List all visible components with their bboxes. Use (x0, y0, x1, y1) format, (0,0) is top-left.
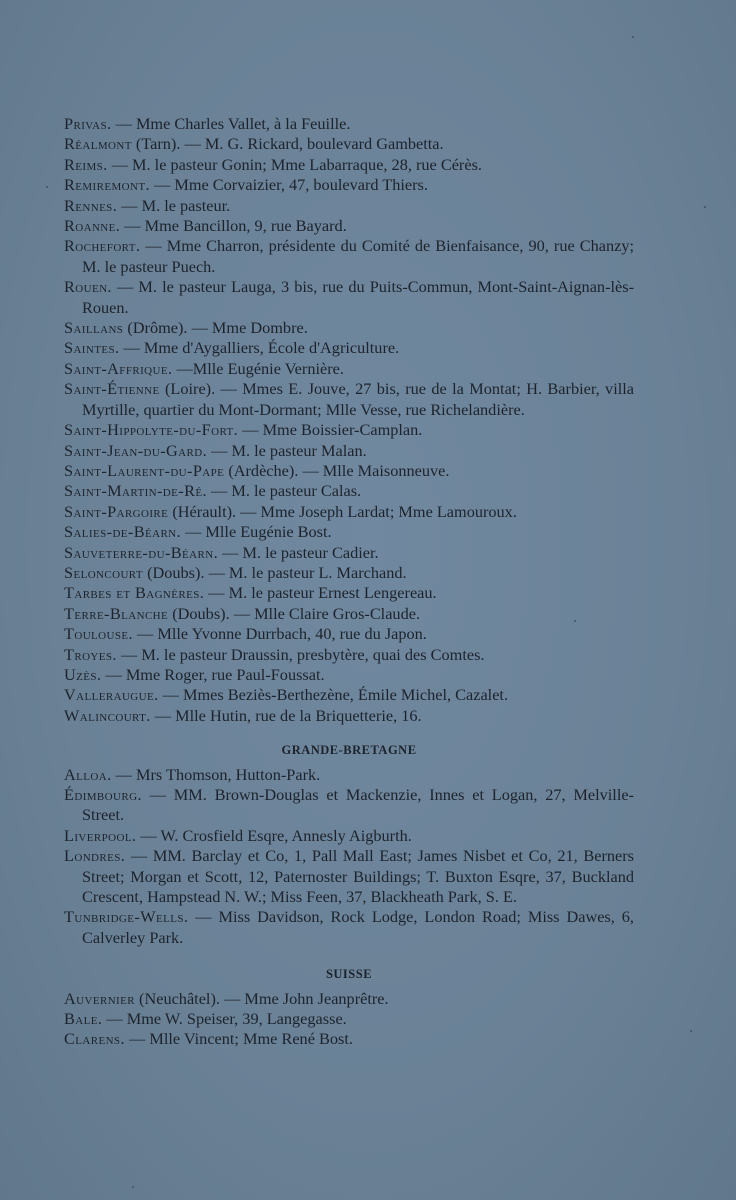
entry (64, 379, 634, 420)
entry-text: (Doubs). — Mlle Claire Gros-Claude. (168, 603, 421, 623)
place-name: Saint-Pargoire (64, 501, 169, 521)
place-name: Sauveterre-du-Béarn. (64, 542, 219, 562)
entry-text: — M. le pasteur Malan. (207, 440, 367, 460)
place-name: Édimbourg. (64, 785, 142, 804)
entry-text: — Mme W. Speiser, 39, Langegasse. (102, 1009, 347, 1029)
place-name: Reims. (64, 154, 108, 174)
entry-text: — M. le pasteur Lauga, 3 bis, rue du Puits-Commun, Mont-Saint-Aignan-lès-Rouen. (82, 277, 634, 317)
entry (64, 1009, 634, 1029)
place-name: Privas. (64, 114, 112, 133)
entry-text: — Mlle Vincent; Mme René Bost. (124, 1029, 353, 1049)
entry (64, 338, 634, 358)
place-name: Alloa. (64, 764, 112, 784)
paper-speck (632, 36, 634, 38)
place-name: Remiremont. (64, 175, 150, 195)
place-name: Saint-Affrique. (64, 358, 173, 378)
place-name: Saint-Jean-du-Gard. (64, 440, 208, 460)
entry-text: — Mme Roger, rue Paul-Foussat. (101, 664, 325, 684)
place-name: Bale. (64, 1009, 103, 1029)
entry-text: (Doubs). — M. le pasteur L. Marchand. (143, 562, 407, 582)
entry-text: — Mlle Yvonne Durrbach, 40, rue du Japon. (132, 624, 427, 644)
paper-speck (690, 1030, 692, 1032)
entry (64, 685, 634, 705)
entry (64, 318, 634, 338)
place-name: Troyes. (64, 644, 117, 664)
entry (64, 441, 634, 461)
directory-text (64, 114, 634, 1050)
place-name: Terre-Blanche (64, 603, 169, 623)
entry (64, 461, 634, 481)
entry (64, 359, 634, 379)
entry-text: — Mlle Eugénie Bost. (181, 522, 332, 542)
entry-text: — Mme d'Aygalliers, École d'Agriculture. (119, 338, 400, 358)
entry-text: — M. le pasteur. (117, 195, 231, 215)
entry (64, 785, 634, 826)
entry-text: — W. Crosfield Esqre, Annesly Aigburth. (136, 825, 412, 845)
place-name: Liverpool. (64, 825, 137, 845)
place-name: Toulouse. (64, 624, 133, 644)
entry-text: — Mme Bancillon, 9, rue Bayard. (120, 216, 347, 236)
entry (64, 543, 634, 563)
place-name: Tunbridge-Wells. (64, 907, 189, 927)
place-name: Seloncourt (64, 562, 144, 582)
entry-text: — M. le pasteur Draussin, presbytère, quai des Comtes. (116, 644, 485, 664)
place-name: Rouen. (64, 277, 112, 297)
entry-text: (Hérault). — Mme Joseph Lardat; Mme Lamouroux. (168, 501, 517, 521)
section-heading-suisse: SUISSE (325, 967, 373, 982)
entry (64, 624, 634, 644)
entry (64, 522, 634, 542)
entry (64, 706, 634, 726)
place-name: Walincourt. (64, 705, 151, 725)
place-name: Salies-de-Béarn. (64, 522, 181, 542)
place-name: Saint-Laurent-du-Pape (64, 460, 225, 480)
entry (64, 989, 634, 1009)
entry (64, 665, 634, 685)
paper-speck (46, 186, 48, 188)
entry (64, 481, 634, 501)
entry-text: — M. le pasteur Ernest Lengereau. (204, 583, 437, 603)
place-name: Londres. (64, 846, 126, 866)
entry (64, 502, 634, 522)
entry-text: — MM. Brown-Douglas et Mackenzie, Innes et Logan, 27, Melville-Street. (82, 785, 634, 825)
entry-text: — M. le pasteur Gonin; Mme Labarraque, 28, rue Cérès. (107, 154, 482, 174)
entry (64, 175, 634, 195)
entry (64, 826, 634, 846)
entry-text: (Ardèche). — Mlle Maisonneuve. (224, 460, 450, 480)
entry (64, 1029, 634, 1049)
entry-text: — Mme Corvaizier, 47, boulevard Thiers. (149, 175, 428, 195)
entry (64, 907, 634, 948)
entry (64, 583, 634, 603)
entry-text: — M. le pasteur Calas. (206, 481, 362, 501)
entry-text: — M. le pasteur Cadier. (218, 542, 379, 562)
place-name: Uzès. (64, 664, 102, 684)
entry (64, 846, 634, 907)
place-name: Rochefort. (64, 236, 141, 256)
entry-text: — Mrs Thomson, Hutton-Park. (111, 764, 321, 784)
section-france (64, 114, 634, 726)
place-name: Saint-Martin-de-Ré. (64, 481, 207, 501)
entry-text: —Mlle Eugénie Vernière. (172, 358, 344, 378)
place-name: Saillans (64, 318, 124, 338)
place-name: Tarbes et Bagnères. (64, 583, 205, 603)
paper-speck (132, 1186, 134, 1188)
entry-text: (Tarn). — M. G. Rickard, boulevard Gambetta. (131, 134, 444, 154)
entry (64, 155, 634, 175)
place-name: Roanne. (64, 216, 121, 236)
place-name: Réalmont (64, 134, 132, 154)
entry (64, 196, 634, 216)
entry-text: — Mme Boissier-Camplan. (238, 420, 423, 440)
entry-text: — Miss Davidson, Rock Lodge, London Road; Miss Dawes, 6, Calverley Park. (82, 907, 634, 947)
entry (64, 765, 634, 785)
entry-text: — Mlle Hutin, rue de la Briquetterie, 16. (150, 705, 422, 725)
entry-text: — MM. Barclay et Co, 1, Pall Mall East; James Nisbet et Co, 21, Berners Street; Morgan et Scott, 12, Paternoster Buildings; T. Buxton Esqre, 37, Buckland Crescent, Hampstead N. W.; Miss Feen, 37, Blackheath Park, S. E. (82, 846, 634, 907)
entry (64, 604, 634, 624)
paper-speck (574, 620, 576, 622)
paper-speck (704, 206, 706, 208)
entry-text: (Drôme). — Mme Dombre. (123, 318, 308, 338)
entry-text: (Neuchâtel). — Mme John Jeanprêtre. (134, 988, 389, 1008)
entry-text: (Loire). — Mmes E. Jouve, 27 bis, rue de la Montat; H. Barbier, villa Myrtille, quartier du Mont-Dormant; Mlle Vesse, rue Richelandière. (82, 379, 634, 419)
place-name: Saint-Étienne (64, 379, 160, 399)
section-suisse (64, 989, 634, 1050)
entry-text: — Mme Charron, présidente du Comité de Bienfaisance, 90, rue Chanzy; M. le pasteur Puech. (82, 236, 634, 276)
entry (64, 277, 634, 318)
entry (64, 236, 634, 277)
place-name: Clarens. (64, 1029, 125, 1049)
section-grande-bretagne (64, 765, 634, 949)
place-name: Saintes. (64, 338, 120, 358)
place-name: Saint-Hippolyte-du-Fort. (64, 420, 239, 440)
place-name: Valleraugue. (64, 685, 159, 705)
entry-text: — Mme Charles Vallet, à la Feuille. (111, 114, 351, 133)
place-name: Auvernier (64, 988, 135, 1008)
entry-text: — Mmes Beziès-Berthezène, Émile Michel, Cazalet. (158, 685, 509, 705)
entry (64, 563, 634, 583)
section-heading-grande-bretagne: GRANDE-BRETAGNE (281, 743, 417, 758)
entry (64, 645, 634, 665)
entry (64, 420, 634, 440)
entry (64, 134, 634, 154)
place-name: Rennes. (64, 195, 118, 215)
entry (64, 114, 634, 134)
entry (64, 216, 634, 236)
